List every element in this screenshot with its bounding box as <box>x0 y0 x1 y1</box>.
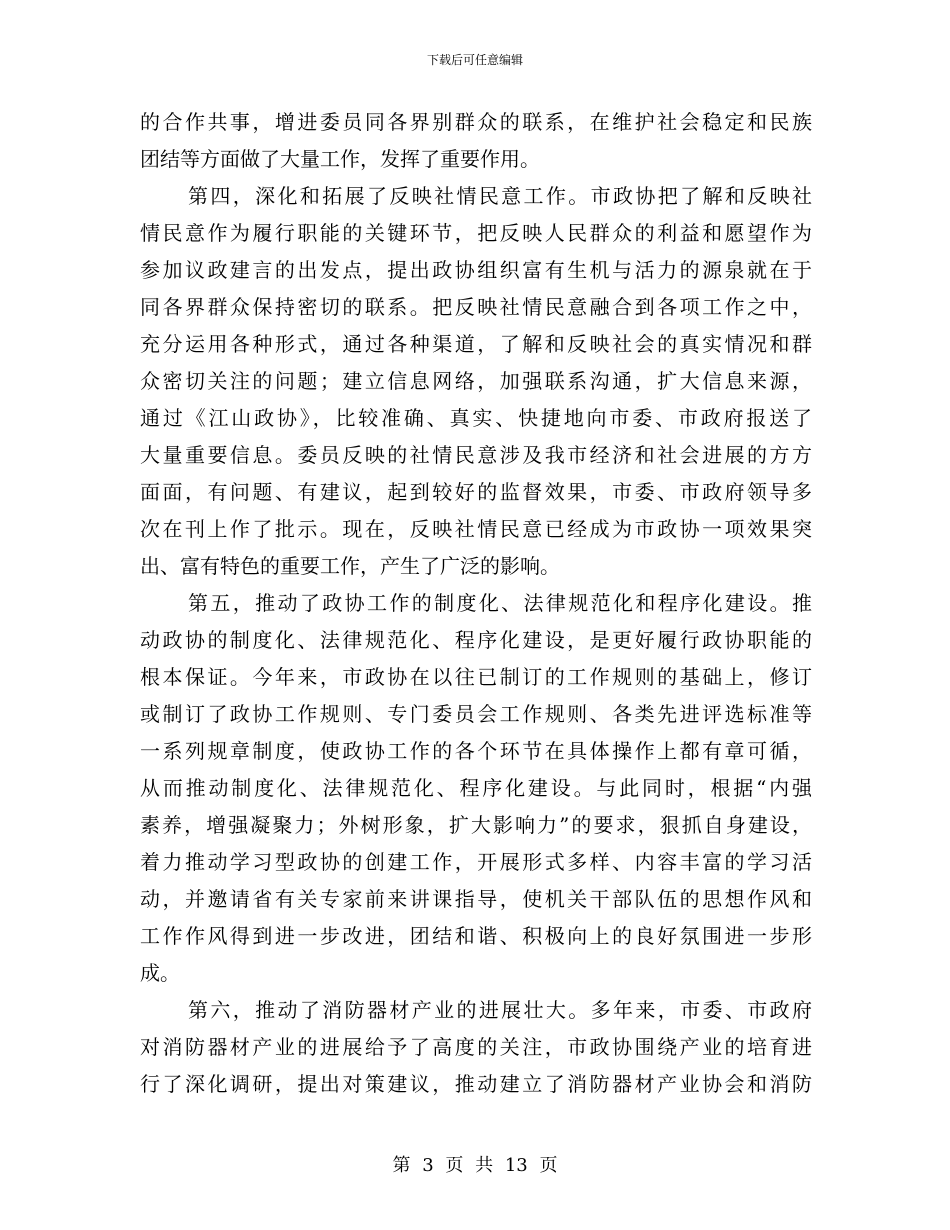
text-line: 素养，增强凝聚力；外树形象，扩大影响力”的要求，狠抓自身建设， <box>140 813 812 837</box>
paragraph-start-line: 第四，深化和拓展了反映社情民意工作。市政协把了解和反映社 <box>188 184 812 208</box>
document-body <box>140 104 812 1103</box>
text-line: 团结等方面做了大量工作，发挥了重要作用。 <box>140 147 540 171</box>
text-line: 根本保证。今年来，市政协在以往已制订的工作规则的基础上，修订 <box>140 665 812 689</box>
text-line: 成。 <box>140 961 180 985</box>
text-line: 一系列规章制度，使政协工作的各个环节在具体操作上都有章可循， <box>140 739 812 763</box>
text-line: 工作作风得到进一步改进，团结和谐、积极向上的良好氛围进一步形 <box>140 924 812 948</box>
paragraph-start-line: 第五，推动了政协工作的制度化、法律规范化和程序化建设。推 <box>188 591 812 615</box>
text-line: 对消防器材产业的进展给予了高度的关注，市政协围绕产业的培育进 <box>140 1035 812 1059</box>
text-line: 着力推动学习型政协的创建工作，开展形式多样、内容丰富的学习活 <box>140 850 812 874</box>
paragraph-start-line: 第六，推动了消防器材产业的进展壮大。多年来，市委、市政府 <box>188 998 812 1022</box>
text-line: 情民意作为履行职能的关键环节，把反映人民群众的利益和愿望作为 <box>140 221 812 245</box>
text-line: 行了深化调研，提出对策建议，推动建立了消防器材产业协会和消防 <box>140 1072 812 1096</box>
page-number-footer: 第 3 页 共 13 页 <box>392 1155 558 1176</box>
text-line: 同各界群众保持密切的联系。把反映社情民意融合到各项工作之中， <box>140 295 812 319</box>
text-line: 的合作共事，增进委员同各界别群众的联系，在维护社会稳定和民族 <box>140 110 812 134</box>
text-line: 动政协的制度化、法律规范化、程序化建设，是更好履行政协职能的 <box>140 628 812 652</box>
text-line: 大量重要信息。委员反映的社情民意涉及我市经济和社会进展的方方 <box>140 443 812 467</box>
page-header: 下载后可任意编辑 <box>426 53 523 67</box>
text-line: 充分运用各种形式，通过各种渠道，了解和反映社会的真实情况和群 <box>140 332 812 356</box>
text-line: 参加议政建言的出发点，提出政协组织富有生机与活力的源泉就在于 <box>140 258 812 282</box>
text-line: 次在刊上作了批示。现在，反映社情民意已经成为市政协一项效果突 <box>140 517 812 541</box>
text-line: 面面，有问题、有建议，起到较好的监督效果，市委、市政府领导多 <box>140 480 812 504</box>
text-line: 众密切关注的问题；建立信息网络，加强联系沟通，扩大信息来源， <box>140 369 812 393</box>
text-line: 出、富有特色的重要工作，产生了广泛的影响。 <box>140 554 560 578</box>
text-line: 动，并邀请省有关专家前来讲课指导，使机关干部队伍的思想作风和 <box>140 887 812 911</box>
text-line: 通过《江山政协》，比较准确、真实、快捷地向市委、市政府报送了 <box>140 406 812 430</box>
text-line: 或制订了政协工作规则、专门委员会工作规则、各类先进评选标准等 <box>140 702 812 726</box>
text-line: 从而推动制度化、法律规范化、程序化建设。与此同时，根据“内强 <box>140 776 812 800</box>
